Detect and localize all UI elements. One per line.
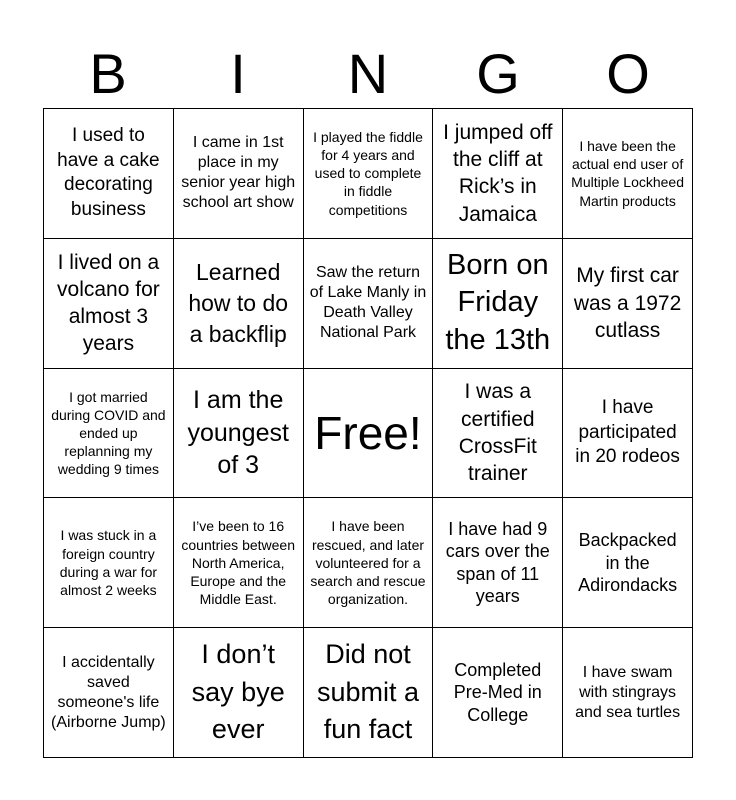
cell-text: I have swam with stingrays and sea turtles [575, 663, 681, 721]
bingo-cell-r2-c5[interactable] [563, 239, 693, 369]
bingo-cell-r3-c1[interactable] [44, 369, 174, 499]
bingo-cell-r3-c4[interactable] [433, 369, 563, 499]
bingo-cell-r5-c4[interactable] [433, 628, 563, 758]
bingo-cell-r1-c4[interactable] [433, 109, 563, 239]
cell-text: I jumped off the cliff at Rick’s in Jamaica [443, 120, 553, 226]
bingo-cell-r1-c3[interactable] [304, 109, 434, 239]
bingo-header [43, 40, 693, 108]
cell-text: My first car was a 1972 cutlass [573, 264, 682, 342]
cell-text: I am the youngest of 3 [187, 386, 289, 480]
header-letter-i: I [230, 42, 246, 105]
bingo-cell-r1-c2[interactable] [174, 109, 304, 239]
cell-text: Saw the return of Lake Manly in Death Valley National Park [309, 264, 427, 342]
bingo-cell-r5-c2[interactable] [174, 628, 304, 758]
bingo-cell-r1-c1[interactable] [44, 109, 174, 239]
header-letter-g: G [476, 42, 520, 105]
bingo-cell-r4-c3[interactable] [304, 498, 434, 628]
cell-text: I was a certified CrossFit trainer [458, 380, 537, 486]
cell-text: I was stuck in a foreign country during a war for almost 2 weeks [59, 527, 158, 598]
bingo-cell-r1-c5[interactable] [563, 109, 693, 239]
cell-text: I used to have a cake decorating business [57, 125, 160, 221]
bingo-cell-r4-c1[interactable] [44, 498, 174, 628]
cell-text: Born on Friday the 13th [445, 248, 551, 357]
bingo-cell-r3-c5[interactable] [563, 369, 693, 499]
free-space-label: Free! [314, 406, 422, 459]
bingo-grid [43, 108, 693, 758]
bingo-cell-r2-c2[interactable] [174, 239, 304, 369]
cell-text: I’ve been to 16 countries between North America, Europe and the Middle East. [181, 518, 296, 608]
cell-text: I got married during COVID and ended up replanning my wedding 9 times [51, 388, 166, 478]
bingo-cell-r5-c5[interactable] [563, 628, 693, 758]
bingo-cell-r2-c4[interactable] [433, 239, 563, 369]
cell-text: Backpacked in the Adirondacks [578, 530, 678, 596]
cell-text: Did not submit a fun fact [316, 638, 420, 745]
cell-text: I have participated in 20 rodeos [575, 396, 680, 468]
cell-text: I came in 1st place in my senior year high school art show [181, 134, 296, 212]
cell-text: I have had 9 cars over the span of 11 years [445, 518, 550, 607]
cell-text: I lived on a volcano for almost 3 years [57, 250, 160, 356]
header-letter-b: B [89, 42, 127, 105]
bingo-cell-r5-c1[interactable] [44, 628, 174, 758]
cell-text: Completed Pre-Med in College [453, 659, 542, 725]
bingo-cell-r4-c2[interactable] [174, 498, 304, 628]
cell-text: I played the fiddle for 4 years and used to complete in fiddle competitions [313, 128, 423, 218]
cell-text: I have been the actual end user of Multiple Lockheed Martin products [571, 138, 685, 209]
cell-text: Learned how to do a backflip [188, 258, 289, 347]
bingo-cell-r5-c3[interactable] [304, 628, 434, 758]
bingo-cell-r3-c2[interactable] [174, 369, 304, 499]
cell-text: I have been rescued, and later volunteered for a search and rescue organization. [310, 518, 426, 608]
header-letter-n: N [347, 42, 389, 105]
cell-text: I accidentally saved someone's life (Airborne Jump) [51, 653, 166, 731]
bingo-cell-r2-c1[interactable] [44, 239, 174, 369]
bingo-cell-r2-c3[interactable] [304, 239, 434, 369]
bingo-cell-r3-c3-free[interactable] [304, 369, 434, 499]
bingo-cell-r4-c5[interactable] [563, 498, 693, 628]
bingo-cell-r4-c4[interactable] [433, 498, 563, 628]
header-letter-o: O [606, 42, 650, 105]
cell-text: I don’t say bye ever [191, 638, 285, 745]
